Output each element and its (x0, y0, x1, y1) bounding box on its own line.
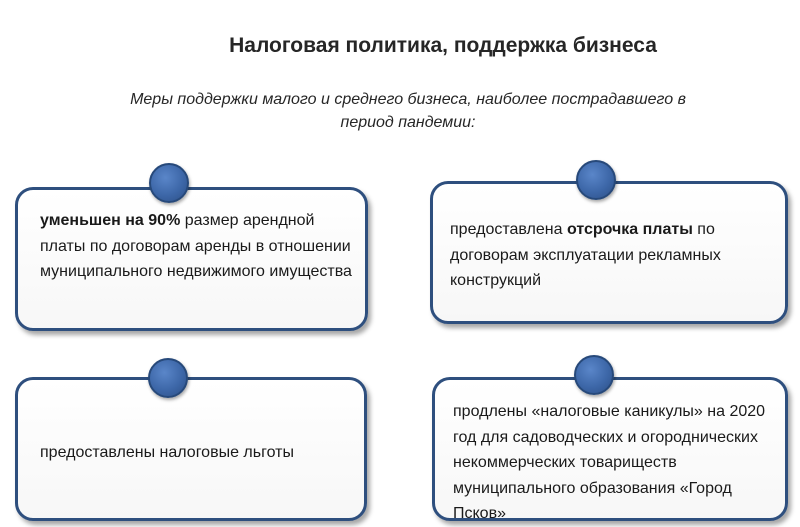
subtitle-line-2: период пандемии: (340, 114, 476, 131)
measure-card-tax-holidays (432, 377, 788, 521)
circle-marker (574, 355, 614, 395)
subtitle-line-1: Меры поддержки малого и среднего бизнеса, наиболее пострадавшего в (130, 91, 686, 108)
measure-card-advertising (430, 181, 788, 324)
measure-highlight-advertising: отсрочка платы (566, 221, 693, 238)
measure-rest-advertising: по договорам эксплуатации рекламных конструкций (450, 221, 721, 289)
measure-text-rent (40, 208, 355, 285)
measure-text-tax-benefits: предоставлены налоговые льготы (40, 444, 294, 461)
measure-card-tax-benefits (15, 377, 367, 521)
measure-rest-rent: размер арендной платы по договорам аренды в отношении муниципального недвижимого имущества (40, 212, 352, 280)
measure-card-rent (15, 187, 368, 331)
measure-text-tax-holidays: продлены «налоговые каникулы» на 2020 год для садоводческих и огороднических некоммерческих товариществ муниципального образования «Город Псков» (453, 403, 766, 522)
measure-prefix-advertising: предоставлена (450, 221, 567, 238)
measure-text-advertising (450, 217, 775, 294)
measure-highlight-rent: уменьшен на 90% (40, 212, 181, 229)
circle-marker (148, 358, 188, 398)
page-subtitle (70, 88, 746, 134)
circle-marker (576, 160, 616, 200)
page-title: Налоговая политика, поддержка бизнеса (229, 34, 657, 57)
circle-marker (149, 163, 189, 203)
